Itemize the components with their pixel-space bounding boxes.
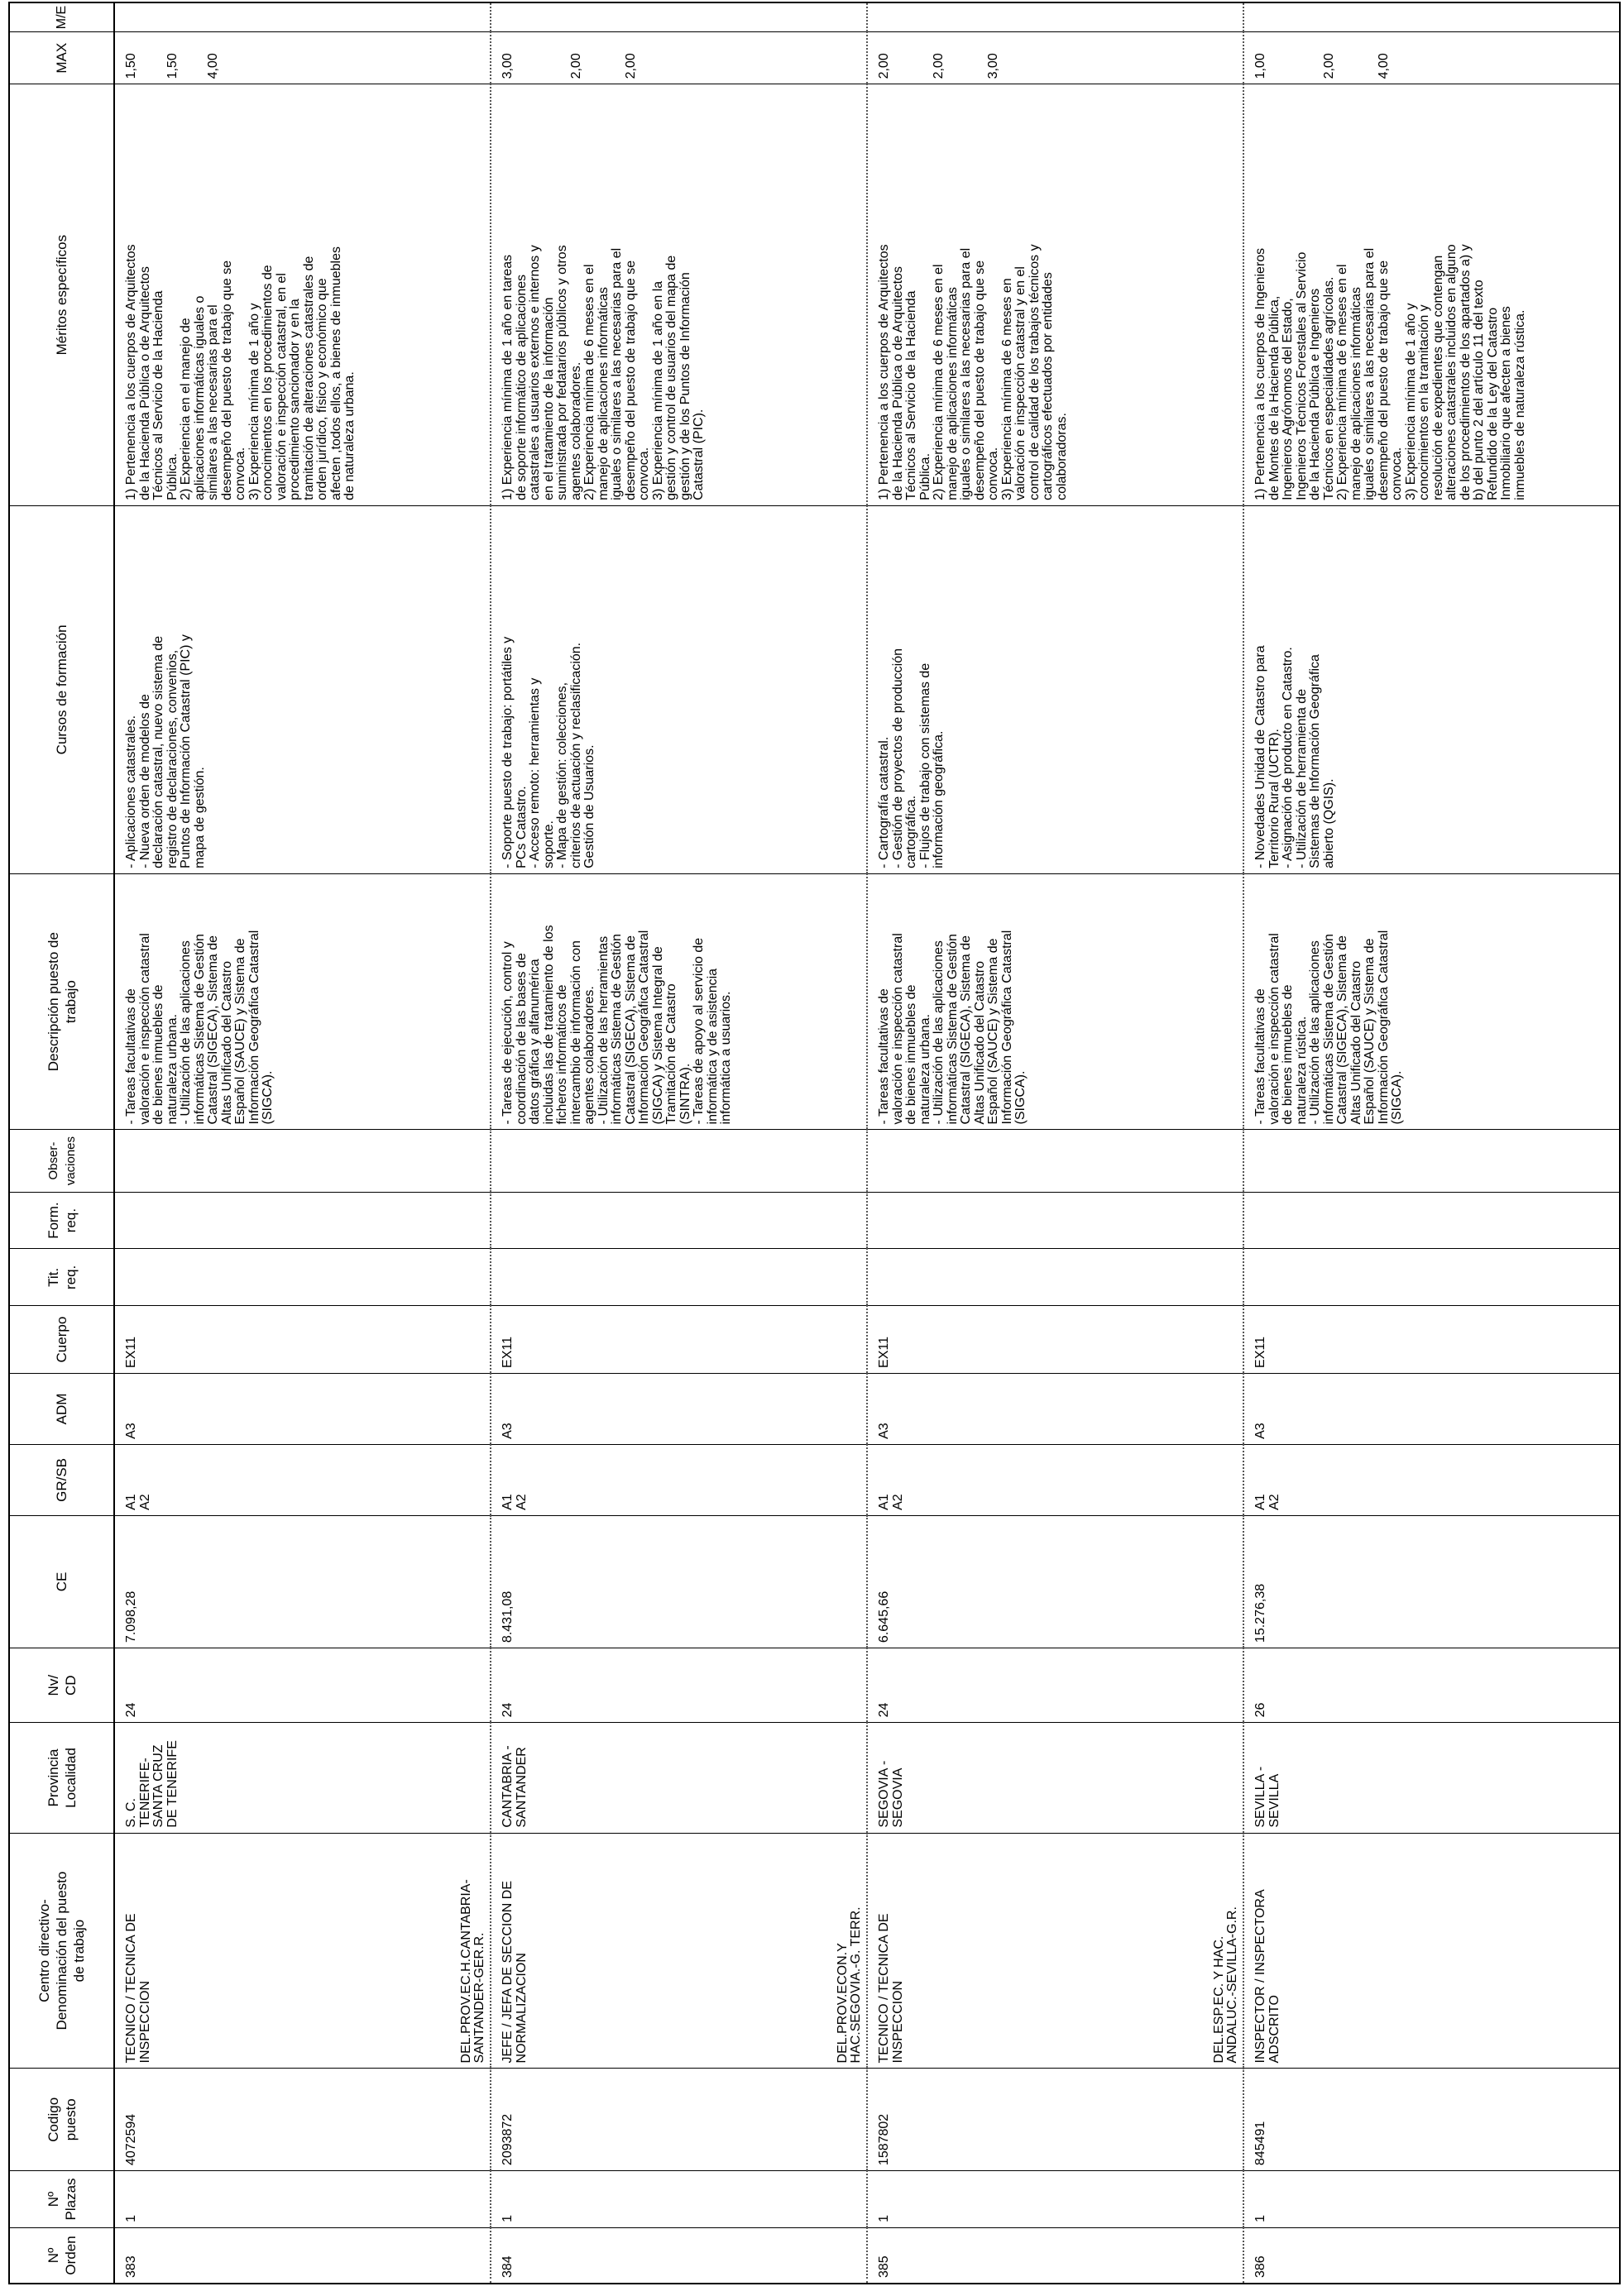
cell-grsb: A1 A2 <box>1243 1444 1619 1515</box>
cell-max: 1,00 2,00 4,00 <box>1243 32 1619 84</box>
cell-grsb: A1 A2 <box>867 1444 1243 1515</box>
header-me: M/E <box>10 3 114 32</box>
cell-descripcion: - Tareas facultativas de valoración e inspección catastral de bienes inmuebles de naturaleza urbana. - Utilización de las aplicaciones informáticas Sistema de Gestión Catastral (SIGECA), Sistema de Altas Unificado del Catastro Español (SAUCE) y Sistema de Información Geográfica Catastral (SIGCA). <box>114 873 491 1130</box>
cell-centro <box>867 1833 1243 2069</box>
cell-codigo: 4072594 <box>114 2069 491 2171</box>
table-row <box>491 3 867 2283</box>
cell-obs <box>114 1130 491 1192</box>
cell-cursos: - Soporte puesto de trabajo: portátiles y PCs Catastro. - Acceso remoto: herramientas y soporte. - Mapa de gestión: colecciones, criterios de actuación y reclasificación. Gestión de Usuarios. <box>491 505 867 873</box>
cell-adm: A3 <box>114 1373 491 1444</box>
cell-max: 2,00 2,00 3,00 <box>867 32 1243 84</box>
cell-orden: 384 <box>491 2227 867 2283</box>
cell-cursos: - Aplicaciones catastrales. - Nueva orden de modelos de declaración catastral, nuevo sistema de registro de declaraciones, convenios, Puntos de Información Catastral (PIC) y mapa de gestión. <box>114 505 491 873</box>
cell-tit <box>1243 1249 1619 1306</box>
centro-directivo-next: DEL.ESP.EC. Y HAC. ANDALUC.-SEVILLA-G.R. <box>1212 1906 1239 2064</box>
cell-obs <box>491 1130 867 1192</box>
cell-cursos: - Cartografía catastral. - Gestión de proyectos de producción cartográfica. - Flujos de trabajo con sistemas de información geográfica. <box>867 505 1243 873</box>
header-tit: Tit. req. <box>10 1249 114 1306</box>
cell-plazas: 1 <box>1243 2171 1619 2228</box>
cell-centro <box>1243 1833 1619 2069</box>
cell-nivel: 26 <box>1243 1648 1619 1723</box>
header-cuerpo: Cuerpo <box>10 1306 114 1374</box>
cell-provincia: CANTABRIA - SANTANDER <box>491 1723 867 1833</box>
cell-max: 1,50 1,50 4,00 <box>114 32 491 84</box>
cell-centro <box>114 1833 491 2069</box>
job-listing-table-sheet <box>8 2 1621 2284</box>
cell-ce: 8.431,08 <box>491 1515 867 1648</box>
cell-ce: 7.098,28 <box>114 1515 491 1648</box>
header-meritos: Méritos específicos <box>10 84 114 505</box>
header-obs: Obser- vaciones <box>10 1130 114 1192</box>
cell-tit <box>491 1249 867 1306</box>
cell-centro <box>491 1833 867 2069</box>
table-row <box>114 3 491 2283</box>
cell-cuerpo: EX11 <box>867 1306 1243 1374</box>
header-nivel: Nv/ CD <box>10 1648 114 1723</box>
cell-orden: 383 <box>114 2227 491 2283</box>
cell-descripcion: - Tareas de ejecución, control y coordinación de las bases de datos gráfica y alfanumérica incluidas las de tratamiento de los ficheros informáticos de intercambio de información con agentes colaboradores. - Utilización de las herramientas informáticas Sistema de Gestión Catastral (SIGECA), Sistema de Información Geográfica Catastral (SIGCA) y Sistema Integral de Tramitación de Catastro (SINTRA). - Tareas de apoyo al servicio de informática y de asistencia informática a usuarios. <box>491 873 867 1130</box>
puesto-denominacion: TECNICO / TECNICA DE INSPECCION <box>877 1913 905 2064</box>
header-descripcion: Descripción puesto de trabajo <box>10 873 114 1130</box>
cell-grsb: A1 A2 <box>491 1444 867 1515</box>
cell-adm: A3 <box>1243 1373 1619 1444</box>
header-form: Form. req. <box>10 1192 114 1249</box>
cell-form <box>114 1192 491 1249</box>
cell-adm: A3 <box>491 1373 867 1444</box>
cell-cuerpo: EX11 <box>1243 1306 1619 1374</box>
cell-plazas: 1 <box>114 2171 491 2228</box>
header-ce: CE <box>10 1515 114 1648</box>
cell-descripcion: - Tareas facultativas de valoración e inspección catastral de bienes inmuebles de naturaleza rústica. - Utilización de las aplicaciones informáticas Sistema de Gestión Catastral (SIGECA), Sistema de Altas Unificado del Catastro Español (SAUCE) y Sistema de Información Geográfica Catastral (SIGCA). <box>1243 873 1619 1130</box>
cell-codigo: 2093872 <box>491 2069 867 2171</box>
cell-me <box>491 3 867 32</box>
cell-provincia: SEVILLA - SEVILLA <box>1243 1723 1619 1833</box>
cell-form <box>1243 1192 1619 1249</box>
cell-max: 3,00 2,00 2,00 <box>491 32 867 84</box>
cell-nivel: 24 <box>114 1648 491 1723</box>
cell-me <box>867 3 1243 32</box>
cell-orden: 385 <box>867 2227 1243 2283</box>
header-orden: Nº Orden <box>10 2227 114 2283</box>
cell-nivel: 24 <box>491 1648 867 1723</box>
cell-grsb: A1 A2 <box>114 1444 491 1515</box>
cell-obs <box>867 1130 1243 1192</box>
cell-plazas: 1 <box>867 2171 1243 2228</box>
cell-form <box>491 1192 867 1249</box>
cell-nivel: 24 <box>867 1648 1243 1723</box>
cell-cursos: - Novedades Unidad de Catastro para Territorio Rural (UCTR). - Asignación de producto en Catastro. - Utilización de herramienta de Sistemas de Información Geográfica abierto (QGIS). <box>1243 505 1619 873</box>
header-max: MAX <box>10 32 114 84</box>
cell-ce: 6.645,66 <box>867 1515 1243 1648</box>
table-row <box>867 3 1243 2283</box>
cell-cuerpo: EX11 <box>491 1306 867 1374</box>
cell-tit <box>867 1249 1243 1306</box>
cell-meritos: 1) Pertenencia a los cuerpos de Arquitectos de la Hacienda Pública o de Arquitectos Técnicos al Servicio de la Hacienda Pública. 2) Experiencia mínima de 6 meses en el manejo de aplicaciones informáticas iguales o similares a las necesarias para el desempeño del puesto de trabajo que se convoca. 3) Experiencia mínima de 6 meses en valoración e inspección catastral y en el control de calidad de los trabajos técnicos y cartográficos efectuados por entidades colaboradoras. <box>867 84 1243 505</box>
header-row <box>10 3 114 2283</box>
table-row <box>1243 3 1619 2283</box>
header-provincia: Provincia Localidad <box>10 1723 114 1833</box>
puesto-denominacion: INSPECTOR / INSPECTORA ADSCRITO <box>1253 1889 1281 2064</box>
cell-cuerpo: EX11 <box>114 1306 491 1374</box>
cell-provincia: SEGOVIA - SEGOVIA <box>867 1723 1243 1833</box>
cell-codigo: 845491 <box>1243 2069 1619 2171</box>
header-grsb: GR/SB <box>10 1444 114 1515</box>
cell-provincia: S. C. TENERIFE- SANTA CRUZ DE TENERIFE <box>114 1723 491 1833</box>
cell-form <box>867 1192 1243 1249</box>
cell-plazas: 1 <box>491 2171 867 2228</box>
cell-meritos: 1) Pertenencia a los cuerpos de Ingenieros de Montes de la Hacienda Pública, Ingenieros Agrónomos del Estado, Ingenieros Técnicos Forestales al Servicio de la Hacienda Pública e Ingenieros Técnicos en especialidades agrícolas. 2) Experiencia mínima de 6 meses en el manejo de aplicaciones informáticas iguales o similares a las necesarias para el desempeño del puesto de trabajo que se convoca. 3) Experiencia mínima de 1 año y conocimientos en la tramitación y resolución de expedientes que contengan alteraciones catastrales incluidos en alguno de los procedimientos de los apartados a) y b) del punto 2 del artículo 11 del texto Refundido de la Ley del Catastro Inmobiliario que afecten a bienes inmuebles de naturaleza rústica. <box>1243 84 1619 505</box>
header-plazas: Nº Plazas <box>10 2171 114 2228</box>
header-adm: ADM <box>10 1373 114 1444</box>
header-cursos: Cursos de formación <box>10 505 114 873</box>
cell-ce: 15.276,38 <box>1243 1515 1619 1648</box>
cell-me <box>1243 3 1619 32</box>
header-centro: Centro directivo- Denominación del puesto de trabajo <box>10 1833 114 2069</box>
cell-meritos: 1) Pertenencia a los cuerpos de Arquitectos de la Hacienda Pública o de Arquitectos Técnicos al Servicio de la Hacienda Pública. 2) Experiencia en el manejo de aplicaciones informáticas iguales o similares a las necesarias para el desempeño del puesto de trabajo que se convoca. 3) Experiencia mínima de 1 año y conocimientos en los procedimientos de valoración e inspección catastral, en el procedimiento sancionador y en la tramitación de alteraciones catastrales de orden jurídico, físico y económico que afecten ,todos ellos, a bienes de inmuebles de naturaleza urbana. <box>114 84 491 505</box>
cell-tit <box>114 1249 491 1306</box>
centro-directivo-next: DEL.PROV.ECON.Y HAC.SEGOVIA.-G. TERR. <box>836 1906 863 2064</box>
job-listing-table <box>10 3 1619 2283</box>
cell-descripcion: - Tareas facultativas de valoración e inspección catastral de bienes inmuebles de naturaleza urbana. - Utilización de las aplicaciones informáticas Sistema de Gestión Catastral (SIGECA), Sistema de Altas Unificado del Catastro Español (SAUCE) y Sistema de Información Geográfica Catastral (SIGCA). <box>867 873 1243 1130</box>
cell-obs <box>1243 1130 1619 1192</box>
cell-orden: 386 <box>1243 2227 1619 2283</box>
puesto-denominacion: JEFE / JEFA DE SECCION DE NORMALIZACION <box>501 1880 529 2064</box>
cell-me <box>114 3 491 32</box>
cell-adm: A3 <box>867 1373 1243 1444</box>
centro-directivo-next: DEL.PROV.EC.H.CANTABRIA- SANTANDER-GER.R. <box>459 1879 486 2064</box>
puesto-denominacion: TECNICO / TECNICA DE INSPECCION <box>124 1913 152 2064</box>
header-codigo: Codigo puesto <box>10 2069 114 2171</box>
cell-codigo: 1587802 <box>867 2069 1243 2171</box>
cell-meritos: 1) Experiencia mínima de 1 año en tareas de soporte informático de aplicaciones catastrales a usuarios externos e internos y en el tratamiento de la información suministrada por fedatarios públicos y otros agentes colaboradores. 2) Experiencia mínima de 6 meses en el manejo de aplicaciones informáticas iguales o similares a las necesarias para el desempeño del puesto de trabajo que se convoca. 3) Experiencia mínima de 1 año en la gestión y control de usuarios del mapa de gestión y de los Puntos de Información Catastral (PIC). <box>491 84 867 505</box>
